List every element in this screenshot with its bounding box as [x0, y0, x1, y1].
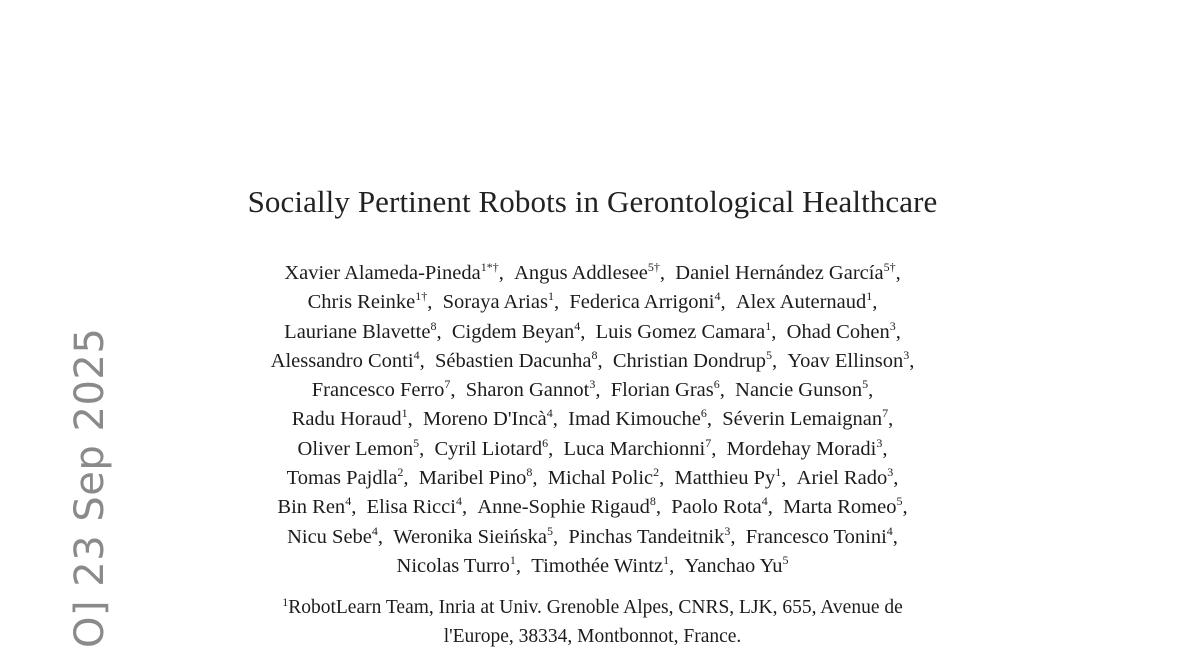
author-affiliation-marker: 3 [876, 435, 883, 450]
author-affiliation-marker: 8 [591, 347, 598, 362]
author-affiliation-marker: 4 [371, 523, 378, 538]
author-name-text: Pinchas Tandeitnik [568, 525, 725, 548]
author-name-text: Daniel Hernández García [675, 262, 884, 284]
author-name [797, 467, 894, 489]
author-affiliation-marker: 3 [589, 377, 596, 392]
author-name [297, 435, 420, 460]
affiliation-marker: 1 [282, 595, 289, 609]
author-name-text: Matthieu Py [674, 467, 776, 490]
author-name [443, 291, 554, 313]
author-name-text: Luis Gomez Camara [595, 320, 766, 343]
author-name [735, 379, 868, 401]
author-affiliation-marker: 8 [430, 318, 437, 333]
author-line: Xavier Alameda-Pineda$^{1*\dagger}$, Angus Addlesee$^{5\dagger}$, Daniel Hernández García$^{5\dagger}$, [284, 260, 901, 284]
author-name-text: Alex Auternaud [735, 291, 867, 314]
author-name-text: Cigdem Beyan [451, 320, 575, 343]
author-name [568, 408, 707, 430]
author-affiliation-marker: 4 [413, 347, 420, 362]
author-list [0, 259, 1185, 581]
author-name-text: Chris Reinke [307, 291, 416, 314]
author-affiliation-marker: 6 [713, 377, 720, 392]
author-affiliation-marker: 1 [547, 289, 554, 304]
author-name [736, 291, 872, 313]
author-affiliation-marker: 3 [903, 347, 910, 362]
author-name-text: Florian Gras [610, 379, 714, 402]
author-name-text: Christian Dondrup [612, 349, 767, 372]
author-affiliation-marker: 3 [887, 465, 894, 480]
author-name-text: Timothée Wintz [531, 554, 664, 577]
author-name [675, 467, 782, 489]
author-affiliation-marker: 6 [700, 406, 707, 421]
author-affiliation-marker: 4 [761, 494, 768, 509]
author-name-text: Alessandro Conti [270, 349, 414, 372]
author-affiliation-marker: 5† [647, 260, 660, 274]
author-name [514, 262, 660, 284]
author-name-text: Séverin Lemaignan [722, 408, 883, 431]
author-affiliation-marker: 8 [526, 465, 533, 480]
author-name-text: Maribel Pino [418, 467, 527, 490]
author-affiliation-marker: 5 [766, 347, 773, 362]
author-affiliation-marker: 5 [547, 523, 554, 538]
author-name-text: Xavier Alameda-Pineda [284, 262, 481, 284]
author-name-text: Francesco Tonini [745, 525, 887, 548]
author-line: Chris Reinke$^{1\dagger}$, Soraya Arias$^1$, Federica Arrigoni$^4$, Alex Auternaud$^1$, [307, 289, 878, 314]
author-name-text: Bin Ren [277, 496, 346, 519]
author-affiliation-marker: 8 [649, 494, 656, 509]
author-name [745, 523, 893, 548]
author-name [277, 496, 351, 518]
author-affiliation-marker: 1 [765, 318, 772, 333]
author-affiliation-marker: 7 [882, 406, 889, 421]
author-line: Francesco Ferro$^7$, Sharon Gannot$^3$, Florian Gras$^6$, Nancie Gunson$^5$, [311, 377, 874, 402]
author-name [726, 435, 883, 460]
author-affiliation-marker: 4 [455, 494, 462, 509]
author-name-text: Cyril Liotard [434, 437, 543, 460]
author-name [284, 318, 437, 343]
author-name [434, 347, 598, 372]
author-affiliation-marker: 3 [889, 318, 896, 333]
arxiv-stamp: O] 23 Sep 2025 [67, 327, 113, 648]
author-name-text: Anne-Sophie Rigaud [477, 496, 650, 519]
author-line: Alessandro Conti$^4$, Sébastien Dacunha$^8$, Christian Dondrup$^5$, Yoav Ellinson$^3$, [270, 347, 915, 372]
author-affiliation-marker: 3 [724, 523, 731, 538]
author-affiliation-marker: 5 [413, 435, 420, 450]
author-name [393, 523, 554, 548]
author-name [284, 262, 498, 284]
author-affiliation-marker: 1 [866, 289, 873, 304]
author-affiliation-marker: 1 [663, 552, 670, 567]
author-name [531, 552, 670, 577]
author-name [477, 496, 656, 518]
author-name [675, 262, 895, 284]
author-affiliation-marker: 4 [345, 494, 352, 509]
author-line: Oliver Lemon$^5$, Cyril Liotard$^6$, Luca Marchionni$^7$, Mordehay Moradi$^3$, [297, 435, 888, 460]
author-name-text: Weronika Sieińska [393, 525, 548, 548]
author-name-text: Nancie Gunson [735, 379, 863, 402]
author-name-text: Imad Kimouche [568, 408, 701, 431]
author-name-text: Marta Romeo [783, 496, 897, 519]
author-name [783, 496, 902, 518]
author-line: Nicolas Turro$^1$, Timothée Wintz$^1$, Yanchao Yu$^5$ [396, 552, 789, 577]
author-affiliation-marker: 7 [705, 435, 712, 450]
author-affiliation-marker: 5 [782, 552, 789, 567]
author-name [287, 467, 404, 489]
author-name [434, 435, 549, 460]
author-affiliation-marker: 7 [444, 377, 451, 392]
author-affiliation-marker: 2 [397, 465, 404, 480]
author-name-text: Sharon Gannot [465, 379, 590, 402]
author-affiliation-marker: 6 [542, 435, 549, 450]
author-name-text: Radu Horaud [291, 408, 402, 431]
author-affiliation-marker: 5† [883, 260, 896, 274]
author-name-text: Federica Arrigoni [569, 291, 715, 314]
author-line: Nicu Sebe$^4$, Weronika Sieińska$^5$, Pinchas Tandeitnik$^3$, Francesco Tonini$^4$, [287, 523, 898, 548]
author-name-text: Elisa Ricci [366, 496, 456, 519]
author-name [612, 347, 773, 372]
author-name [287, 523, 378, 548]
author-name-text: Tomas Pajdla [286, 467, 398, 490]
author-line: Bin Ren$^4$, Elisa Ricci$^4$, Anne-Sophie Rigaud$^8$, Paolo Rota$^4$, Marta Romeo$^5$, [277, 494, 908, 519]
author-name-text: Nicu Sebe [287, 525, 372, 548]
affiliation-text: RobotLearn Team, Inria at Univ. Grenoble Alpes, CNRS, LJK, 655, Avenue de [288, 597, 903, 618]
author-name-text: Yoav Ellinson [787, 349, 904, 372]
author-name-text: Ariel Rado [796, 467, 888, 490]
author-affiliation-marker: 1*† [480, 260, 499, 274]
author-line: Tomas Pajdla$^2$, Maribel Pino$^8$, Michal Polic$^2$, Matthieu Py$^1$, Ariel Rado$^3$, [286, 465, 899, 490]
author-name [367, 496, 462, 518]
author-name [787, 347, 910, 372]
author-name [786, 318, 896, 343]
author-name [396, 552, 516, 577]
author-name-text: Nicolas Turro [396, 554, 510, 577]
author-name-text: Soraya Arias [442, 291, 548, 314]
author-line: Radu Horaud$^1$, Moreno D'Incà$^4$, Imad Kimouche$^6$, Séverin Lemaignan$^7$, [291, 406, 894, 431]
author-affiliation-marker: 2 [653, 465, 660, 480]
author-name [611, 379, 720, 401]
author-affiliation-marker: 1† [415, 289, 428, 304]
author-affiliation-marker: 1 [401, 406, 408, 421]
affiliation-line-1 [0, 593, 1185, 622]
author-name-text: Sébastien Dacunha [434, 349, 592, 372]
affiliation-line-2: l'Europe, 38334, Montbonnot, France. [443, 626, 742, 647]
affiliation [0, 593, 1185, 648]
author-name [292, 408, 408, 430]
author-name [419, 467, 533, 489]
author-name-text: Lauriane Blavette [284, 320, 431, 343]
author-name [312, 379, 451, 401]
author-name-text: Francesco Ferro [311, 379, 445, 402]
author-name [270, 347, 420, 372]
author-name-text: Angus Addlesee [514, 262, 648, 284]
author-name [308, 291, 428, 313]
author-name-text: Moreno D'Incà [422, 408, 547, 431]
author-name-text: Yanchao Yu [684, 554, 783, 577]
author-name [563, 435, 712, 460]
author-name-text: Oliver Lemon [297, 437, 414, 460]
author-affiliation-marker: 5 [896, 494, 903, 509]
author-affiliation-marker: 1 [775, 465, 782, 480]
author-name-text: Michal Polic [547, 467, 654, 490]
author-name [423, 408, 553, 430]
author-name [671, 496, 768, 518]
author-name [568, 523, 731, 548]
author-name-text: Luca Marchionni [563, 437, 706, 460]
author-name-text: Paolo Rota [671, 496, 762, 519]
author-name [466, 379, 596, 401]
author-name [548, 467, 659, 489]
author-name [684, 552, 789, 577]
paper-title: Socially Pertinent Robots in Gerontological Healthcare [247, 184, 938, 219]
author-name [569, 291, 720, 313]
author-name [595, 318, 772, 343]
author-name [451, 318, 581, 343]
author-affiliation-marker: 4 [886, 523, 893, 538]
author-name-text: Mordehay Moradi [726, 437, 877, 460]
author-name [722, 408, 888, 430]
author-line: Lauriane Blavette$^8$, Cigdem Beyan$^4$, Luis Gomez Camara$^1$, Ohad Cohen$^3$, [284, 318, 901, 343]
author-affiliation-marker: 5 [862, 377, 869, 392]
author-name-text: Ohad Cohen [786, 320, 890, 343]
author-affiliation-marker: 4 [714, 289, 721, 304]
author-affiliation-marker: 1 [509, 552, 516, 567]
author-affiliation-marker: 4 [546, 406, 553, 421]
author-affiliation-marker: 4 [574, 318, 581, 333]
